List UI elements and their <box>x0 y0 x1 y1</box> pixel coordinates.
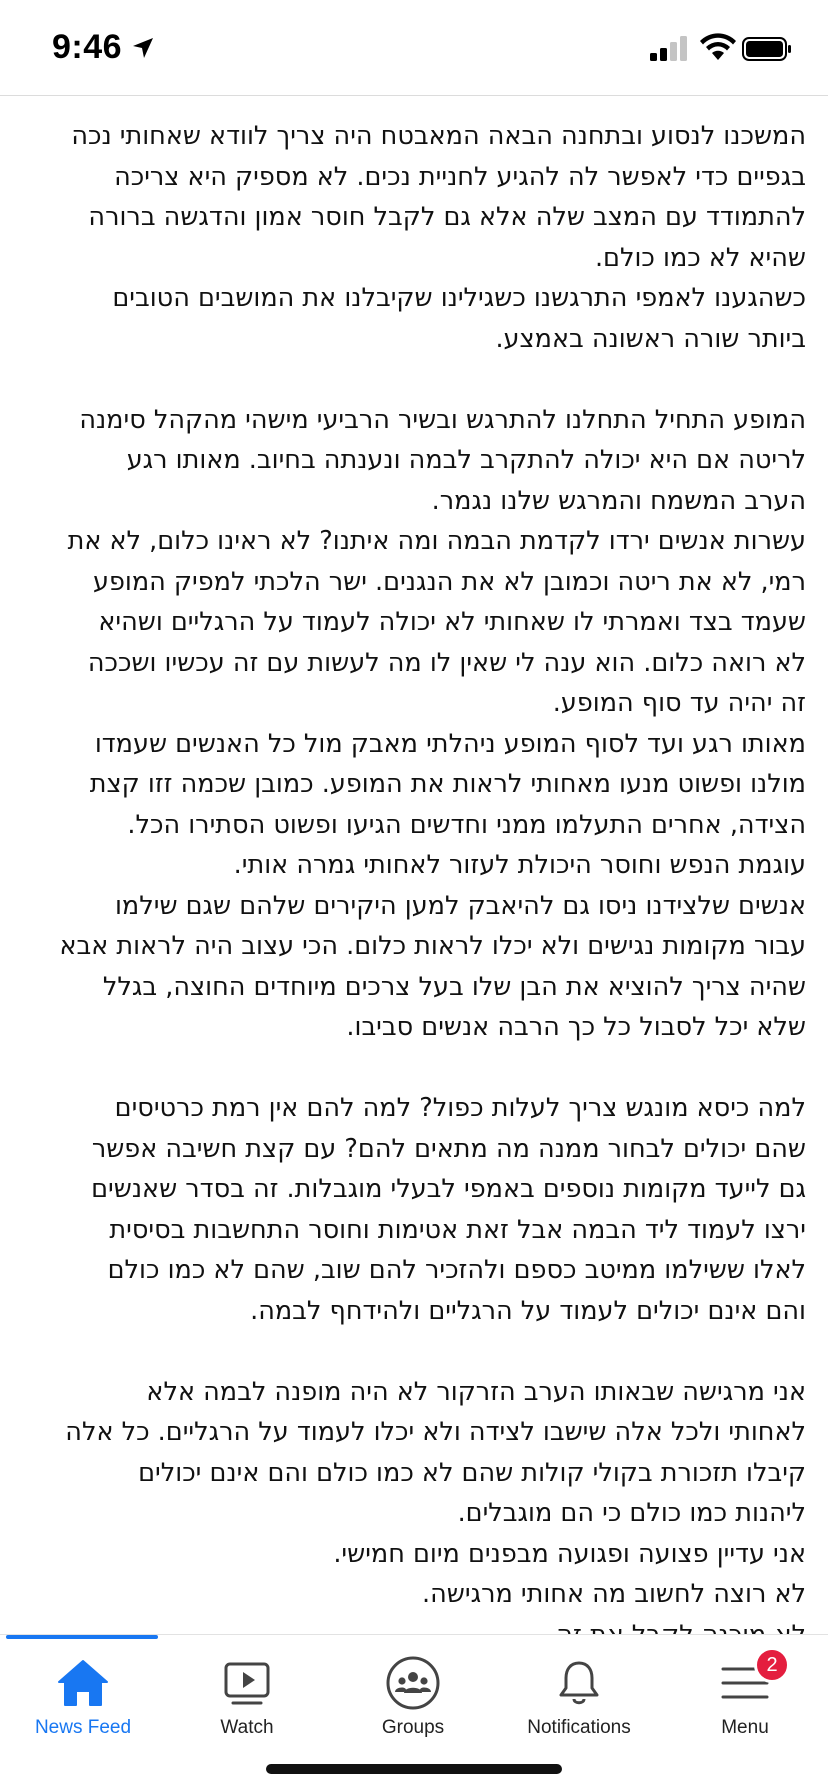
post-body[interactable] <box>0 96 828 1634</box>
post-text-line: שהיא לא כמו כולם. <box>594 242 806 273</box>
post-text-line: בגפיים כדי לאפשר לה להגיע לחניית נכים. לא מספיק היא צריכה <box>114 161 806 192</box>
post-text-line: לא רואה כלום. הוא ענה לי שאין לו מה לעשות עם זה עכשיו ושככה <box>87 647 806 678</box>
post-text-line: והם אינם יכולים לעמוד על הרגליים ולהידחף לבמה. <box>250 1295 806 1326</box>
tab-label: Watch <box>220 1717 274 1738</box>
post-text-line: המופע התחיל התחלנו להתרגש ובשיר הרביעי מישהי מהקהל סימנה <box>79 404 806 435</box>
paragraph-break <box>20 1331 806 1372</box>
post-text-line: למה כיסא מונגש צריך לעלות כפול? למה להם אין רמת כרטיסים <box>114 1093 806 1123</box>
tab-label: Menu <box>721 1717 769 1738</box>
post-text-line: שהיה צריך להוציא את הבן שלו בעל צרכים מיוחדים החוצה, בגלל <box>102 971 806 1002</box>
post-text-line: גם לייעד מקומות נוספים באמפי לבעלי מוגבלות. זה בסדר שאנשים <box>91 1174 806 1204</box>
post-text-line: הערב המשמח והמרגש שלנו נגמר. <box>431 485 806 516</box>
post-text-line: לאחותי ולכל אלה שישבו לצידה ולא יכלו לעמוד על הרגליים. כל אלה <box>65 1417 806 1447</box>
paragraph-break <box>20 359 806 400</box>
tab-news-feed[interactable] <box>0 1635 166 1755</box>
post-text-line: להתמודד עם המצב שלה אלא גם לקבל חוסר אמון והדגשה ברורה <box>88 202 806 232</box>
cellular-signal-icon <box>650 36 692 62</box>
watch-video-icon <box>219 1655 275 1711</box>
paragraph-break <box>20 1048 806 1089</box>
post-text-line: שלא יכל לסבול כל כך הרבה אנשים סביבו. <box>346 1012 806 1042</box>
post-text-line: ביותר שורה ראשונה באמצע. <box>495 323 806 354</box>
home-indicator[interactable] <box>266 1764 562 1774</box>
tab-watch[interactable] <box>164 1635 330 1755</box>
post-text-line: לריטה אם היא יכולה להתקרב לבמה ונענתה בחיוב. מאותו רגע <box>126 445 806 475</box>
tab-groups[interactable] <box>330 1635 496 1755</box>
post-text-line: עוגמת הנפש וחוסר היכולת לעזור לאחותי גמרה אותי. <box>233 850 806 880</box>
post-text-line: זה יהיה עד סוף המופע. <box>552 688 806 718</box>
tab-label: Notifications <box>527 1717 631 1738</box>
post-text-line: לא רוצה לחשוב מה אחותי מרגישה. <box>422 1579 806 1609</box>
post-text-line: רמי, לא את ריטה וכמובן לא את הנגנים. ישר הלכתי למפיק המופע <box>93 566 806 597</box>
battery-icon <box>742 36 792 62</box>
post-text-line: קיבלו תזכורת בקולי קולות שהם לא כמו כולם והם אינם יכולים <box>138 1457 806 1488</box>
post-text-line: המשכנו לנסוע ובתחנה הבאה המאבטח היה צריך לוודא שאחותי נכה <box>71 121 806 151</box>
post-text-line: הצידה, אחרים התעלמו ממני וחדשים הגיעו ופשוט הסתירו הכל. <box>127 809 806 840</box>
tab-menu[interactable] <box>662 1635 828 1755</box>
post-text-line-partial <box>20 96 806 116</box>
groups-icon <box>385 1655 441 1711</box>
post-text-line: אני עדיין פצועה ופגועה מבפנים מיום חמישי. <box>333 1538 806 1569</box>
home-icon <box>55 1655 111 1711</box>
post-text-line: שעמד בצד ואמרתי לו שאחותי לא יכולה לעמוד על הרגליים ושהיא <box>98 607 806 637</box>
tab-notifications[interactable] <box>496 1635 662 1755</box>
post-text-line: לאלו ששילמו ממיטב כספם ולהזכיר להם שוב, שהם לא כמו כולם <box>107 1255 806 1285</box>
post-text-line: אנשים שלצידנו ניסו גם להיאבק למען היקירים שלהם שגם שילמו <box>114 890 806 921</box>
location-arrow-icon <box>130 35 156 61</box>
bell-icon <box>551 1655 607 1711</box>
post-text-line: עבור מקומות נגישים ולא יכלו לראות כלום. הכי עצוב היה לראות אבא <box>59 931 806 961</box>
tab-label: News Feed <box>34 1717 132 1738</box>
post-text-line: אני מרגישה שבאותו הערב הזרקור לא היה מופנה לבמה אלא <box>146 1376 806 1407</box>
status-bar <box>0 0 828 96</box>
menu-notification-badge: 2 <box>754 1647 790 1683</box>
tab-label: Groups <box>381 1717 445 1738</box>
status-time: 9:46 <box>52 28 123 66</box>
post-text-line: ליהנות כמו כולם כי הם מוגבלים. <box>457 1498 806 1528</box>
wifi-icon <box>700 34 736 62</box>
post-text-line: עשרות אנשים ירדו לקדמת הבמה ומה איתנו? לא ראינו כלום, לא את <box>67 526 806 556</box>
post-text-line: מאותו רגע ועד לסוף המופע ניהלתי מאבק מול כל האנשים שעמדו <box>94 728 806 759</box>
post-text-line: כשהגענו לאמפי התרגשנו כשגילינו שקיבלנו את המושבים הטובים <box>112 283 806 313</box>
post-text <box>20 96 806 1655</box>
post-text-line: שהם יכולים לבחור ממנה מה מתאים להם? עם קצת חשיבה אפשר <box>91 1133 806 1164</box>
post-text-line: מולנו ופשוט מנעו מאחותי לראות את המופע. כמובן שכמה זזו קצת <box>89 769 806 799</box>
post-text-line: ירצו לעמוד ליד הבמה אבל זאת אטימות וחוסר התחשבות בסיסית <box>109 1214 806 1245</box>
